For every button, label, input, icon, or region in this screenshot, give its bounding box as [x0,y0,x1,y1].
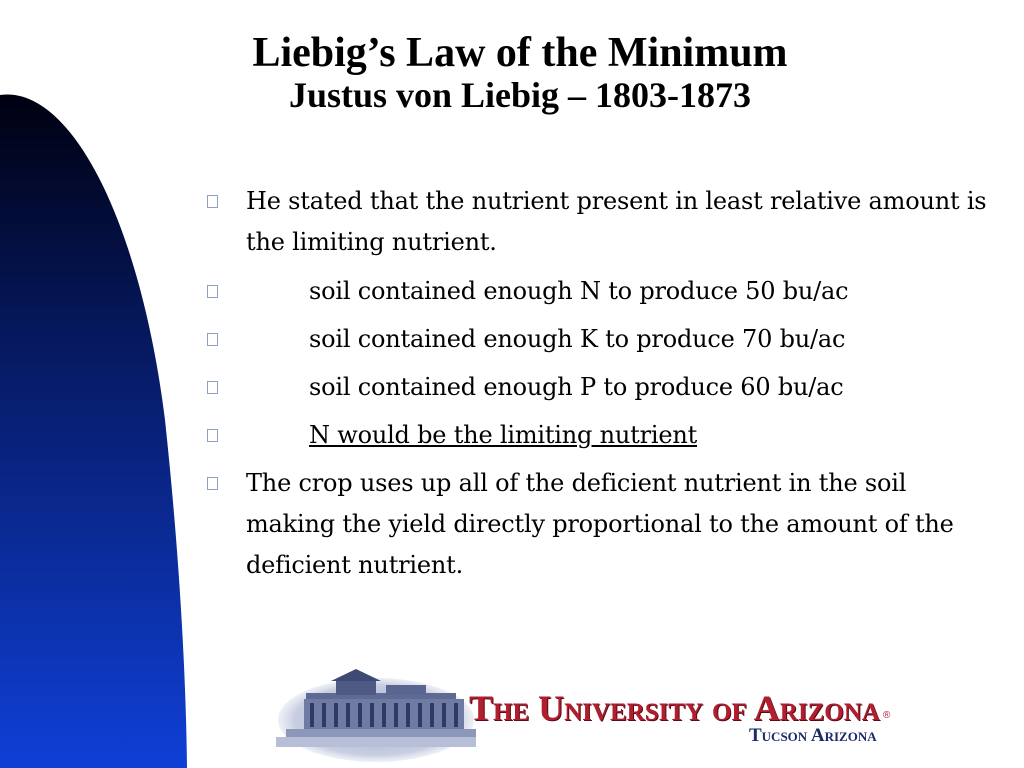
bullet-item [205,271,995,312]
slide-title: Liebig’s Law of the Minimum [252,30,788,76]
bullet-square-icon [207,381,218,394]
registered-mark: ® [883,710,891,721]
bullet-list [205,181,995,594]
bullet-square-icon [207,333,218,346]
bullet-item [205,181,995,263]
bullet-square-icon [207,429,218,442]
old-main-building-illustration [276,665,476,765]
bullet-item [205,367,995,408]
bullet-text: soil contained enough N to produce 50 bu/ac [309,277,849,305]
bullet-square-icon [207,285,218,298]
bullet-square-icon [207,195,218,208]
bullet-text-underlined: N would be the limiting nutrient [309,421,698,449]
university-logo [276,665,906,765]
slide-subtitle: Justus von Liebig – 1803-1873 [288,75,752,115]
bullet-item [205,463,995,586]
bullet-text: The crop uses up all of the deficient nutrient in the soil making the yield directly proportional to the amount of the deficient nutrient. [246,469,954,579]
bullet-item [205,415,995,456]
bullet-square-icon [207,477,218,490]
university-city: Tucson Arizona [749,725,877,746]
bullet-text: soil contained enough K to produce 70 bu/ac [309,325,846,353]
bullet-text: He stated that the nutrient present in least relative amount is the limiting nutrient. [246,187,987,256]
bullet-item [205,319,995,360]
title-block [150,30,890,114]
university-name: The University of Arizona [469,688,880,728]
bullet-text: soil contained enough P to produce 60 bu/ac [309,373,844,401]
